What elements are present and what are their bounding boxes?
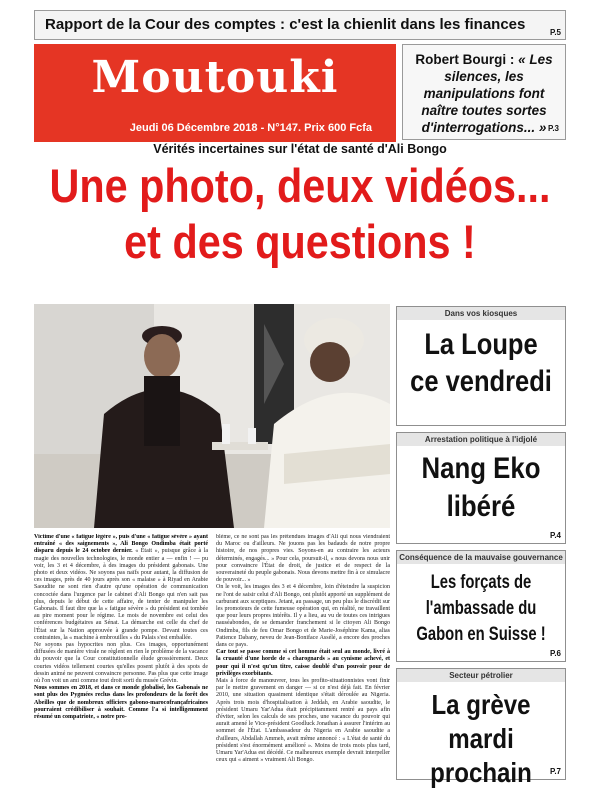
sidebar-category: Conséquence de la mauvaise gouvernance	[397, 551, 565, 564]
bourgi-quote: « Les silences, les manipulations font naître toutes sortes d'interrogations... »	[421, 52, 553, 135]
article-text: Mais à force de manœuvrer, tous les profito-situationnistes vont finir par le mettre gravement en danger — si ce n'est déjà fait. En février 2010, une situation quasiment identique s'était déroulée au Nigeria. Après trois mois d'hospitalisation à Jeddah, en Arabie saoudite, le président Umaru Yar'Adua était précipitamment rentré au pays afin d'éviter, selon les calculs de ses proches, une vacance du pouvoir qui aurait amené le Vice-président Goodluck Jonathan à assurer l'intérim au sommet de l'État. L'ambassadeur du Nigeria en Arabie saoudite a d'ailleurs, Abdallah Ammeh, avait même annoncé : « L'état de santé du président s'est énormément amélioré ». Moins de trois mois plus tard, Umaru Yar'Adua est décédé. Ce malheureux exemple devrait interpeller ceux qui « aiment » vraiment Ali Bongo.	[216, 678, 390, 764]
sidebar-nang-eko[interactable]	[396, 432, 566, 544]
article-text: « Était », puisque grâce à la magie des nouvelles technologies, le monde entier a — enfin ! — pu voir, les 3 et 4 décembre, à des images du président gabonais. Une photo et deux vidéos. Ne soyons pas naïfs pour autant, la diffusion de ces images, près de 40 jours après son « malaise » à Riyad en Arabie Saoudite ne sont rien d'autre qu'une opération de communication concoctée dans l'urgence par le cabinet d'Ali Bongo qui n'en sait pas plus, depuis le début de cette affaire, de tenter de manipuler les Gabonais. Il faut dire que la « fatigue sévère » du président est tombée au pire moment pour le régime. Le mois de novembre est celui des conférences budgétaires au Sénat. La démarche est celle du chef de l'État sur la Nation approuvée à grande pompe. Devant toutes ces contraintes, la « machine à embrouilles » du Palais s'est emballée.	[34, 548, 208, 641]
sidebar-la-loupe[interactable]	[396, 306, 566, 426]
top-banner[interactable]	[34, 10, 566, 40]
main-headline	[36, 158, 564, 270]
bourgi-teaser[interactable]	[402, 44, 566, 140]
article-text: blème, ce ne sont pas les prétendues images d'Ali qui nous viendraient du Maroc ou d'ailleurs. Ne jouons pas les badauds de notre propre histoire, de nos propres vies. Soyons-en au contraire les acteurs déterminés, engagés... » Pour cela, poursuit-il, « nous devons nous unir pour convaincre l'État de droit, de justice et de respect de la souveraineté du peuple gabonais. Nous devons mettre fin à ce simulacre de pouvoir... »	[216, 534, 390, 584]
article-lead: Car tout se passe comme si cet homme était seul au monde, livré à la cruauté d'une horde de « charognards » au cynisme achevé, et pour qui il n'est qu'un titre, caisse doublé d'un pouvoir pour de privilèges exorbitants.	[216, 649, 390, 677]
sidebar-title: Les forçats de l'ambassade du Gabon en Suisse !	[416, 572, 546, 645]
sidebar-category: Arrestation politique à l'idjolé	[397, 433, 565, 446]
front-photo	[34, 304, 390, 528]
sidebar-page-ref: P.4	[550, 531, 561, 540]
article-text: Ne soyons pas hypocrites non plus. Ces images, opportunément diffusées de manière virale ne règlent en rien le problème de la vacance du pouvoir que la Cour constitutionnelle élude grossièrement. Deux courtes vidéos tellement courtes qu'elles posent plutôt à des spots de dessin animé ne peuvent convaincre personne. Pas plus que cette image où l'on voit un ami comme tout droit sorti du musée Grévin.	[34, 642, 208, 685]
article-column-1	[34, 534, 208, 792]
article-lead: Nous sommes en 2018, et dans ce monde globalisé, les Gabonais ne sont plus des Pygmées reclus dans les profondeurs de la forêt des Abeilles que de nombreux officiers gabono-marocofrançafricaines pourraient crédibiliser à souhait. Comme l'a si intelligemment résumé un compatriote, « notre pro-	[34, 685, 208, 721]
sidebar-title: La grève mardi prochain	[430, 689, 532, 788]
bourgi-page-ref: P.3	[548, 124, 559, 133]
masthead-logo: Moutouki	[91, 52, 339, 103]
sidebar-page-ref: P.6	[550, 649, 561, 658]
masthead	[34, 44, 396, 142]
bourgi-name: Robert Bourgi :	[415, 52, 515, 67]
headline-line-1: Une photo, deux vidéos...	[49, 159, 551, 212]
issue-info: Jeudi 06 Décembre 2018 - N°147. Prix 600 Fcfa	[129, 122, 372, 134]
sidebar-greve[interactable]	[396, 668, 566, 788]
banner-page-ref: P.5	[550, 28, 561, 37]
headline-kicker: Vérités incertaines sur l'état de santé d'Ali Bongo	[153, 142, 447, 156]
sidebar-page-ref: P.7	[550, 767, 561, 776]
sidebar-ambassade[interactable]	[396, 550, 566, 662]
article-lead: Victime d'une « fatigue légère », puis d'une « fatigue sévère » ayant entraîné « des saignements », Ali Bongo Ondimba était porté disparu depuis le 24 octobre dernier.	[34, 534, 208, 555]
article-column-2	[216, 534, 390, 792]
banner-headline: Rapport de la Cour des comptes : c'est la chienlit dans les finances	[45, 16, 526, 33]
photo-illustration	[34, 304, 390, 528]
sidebar-title: Nang Eko libéré	[421, 452, 541, 523]
headline-line-2: et des questions !	[124, 215, 476, 268]
article-text: On le voit, les images des 3 et 4 décembre, loin d'éteindre la suspicion ne l'ont de saisir celui d'Ali Bongo, ont plutôt apporté un supplément de carburant aux sceptiques. Jetant, au passage, un peu plus le discrédit sur les promoteurs de cette fumeuse opération qui, en réalité, ne travaillent que pour leurs propres intérêts. Il y a lieu, au vu de toutes ces intrigues nauséabondes, de se demander franchement si le citoyen Ali Bongo Ondimba, fils de feu Omar Bongo et de Marie-Joséphine Kama, alias Patience Dabany, neveu de Jean-Boniface Assélé, a encore des proches dans ce pays.	[216, 584, 390, 649]
sidebar-category: Secteur pétrolier	[397, 669, 565, 682]
sidebar-category: Dans vos kiosques	[397, 307, 565, 320]
sidebar-title: La Loupe ce vendredi	[410, 328, 552, 398]
